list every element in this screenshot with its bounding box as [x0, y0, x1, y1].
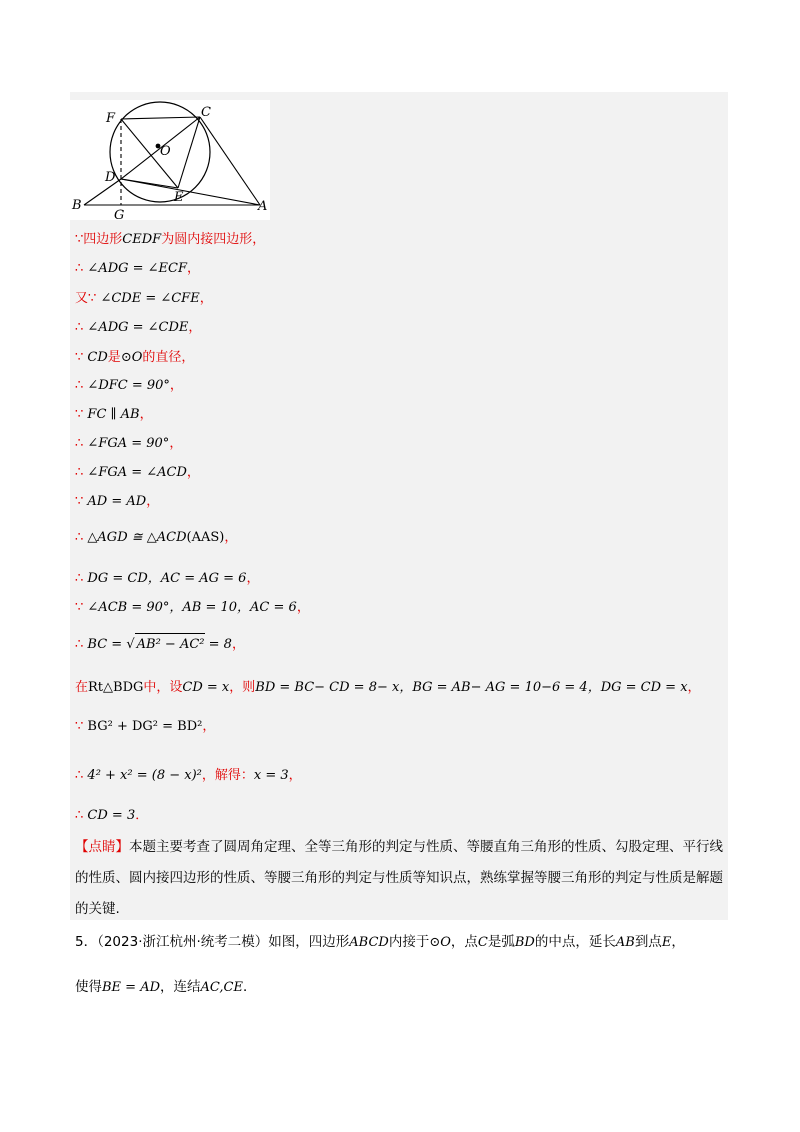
label-b: B — [72, 198, 82, 213]
label-d: D — [105, 170, 116, 185]
step-2: ∴ ∠ADG = ∠ECF， — [75, 261, 201, 276]
step-9: ∴ ∠FGA = ∠ACD， — [75, 465, 200, 480]
step-5: ∵ CD是⊙O的直径， — [75, 350, 195, 365]
label-g: G — [114, 208, 125, 220]
key-point-note — [75, 832, 725, 925]
step-16: ∵ BG² + DG² = BD²， — [75, 719, 216, 734]
step-6: ∴ ∠DFC = 90°， — [75, 378, 183, 393]
question-5-line-1: 5．（2023·浙江杭州·统考二模）如图，四边形ABCD内接于⊙O，点C是弧BD的中点，延长AB到点E， — [75, 934, 685, 950]
step-13: ∵ ∠ACB = 90°，AB = 10，AC = 6， — [75, 600, 310, 615]
segment-da — [121, 179, 260, 205]
step-11: ∴ △AGD ≅ △ACD(AAS)， — [75, 530, 238, 545]
segment-bd — [84, 179, 121, 205]
key-point-tag: 【点睛】 — [75, 839, 129, 855]
step-3: 又∵ ∠CDE = ∠CFE， — [75, 291, 213, 306]
step-1: ∵四边形CEDF为圆内接四边形， — [75, 232, 266, 247]
key-point-text: 本题主要考查了圆周角定理、全等三角形的判定与性质、等腰直角三角形的性质、勾股定理、平行线的性质、圆内接四边形的性质、等腰三角形的判定与性质等知识点，熟练掌握等腰三角形的判定与性质是解题的关键. — [75, 839, 723, 917]
label-e: E — [174, 190, 184, 205]
segment-fc — [121, 117, 200, 119]
step-15: 在Rt△BDG中，设CD = x，则BD = BC− CD = 8− x，BG = AB− AG = 10−6 = 4，DG = CD = x， — [75, 680, 701, 695]
step-18: ∴ CD = 3． — [75, 808, 149, 823]
label-o: O — [160, 144, 171, 159]
step-10: ∵ AD = AD， — [75, 494, 160, 509]
step-4: ∴ ∠ADG = ∠CDE， — [75, 320, 202, 335]
label-c: C — [201, 105, 211, 120]
label-a: A — [258, 199, 268, 214]
step-17: ∴ 4² + x² = (8 − x)²，解得：x = 3， — [75, 768, 302, 783]
segment-ce — [178, 117, 200, 188]
step-7: ∵ FC ∥ AB， — [75, 407, 153, 422]
label-f: F — [106, 111, 116, 126]
step-8: ∴ ∠FGA = 90°， — [75, 436, 183, 451]
geometry-figure — [70, 100, 270, 220]
step-12: ∴ DG = CD，AC = AG = 6， — [75, 571, 260, 586]
circle-diagram — [70, 100, 270, 220]
step-14: ∴ BC = √ AB² − AC² = 8， — [75, 633, 245, 655]
question-5-line-2: 使得BE = AD，连结AC,CE． — [75, 979, 257, 995]
